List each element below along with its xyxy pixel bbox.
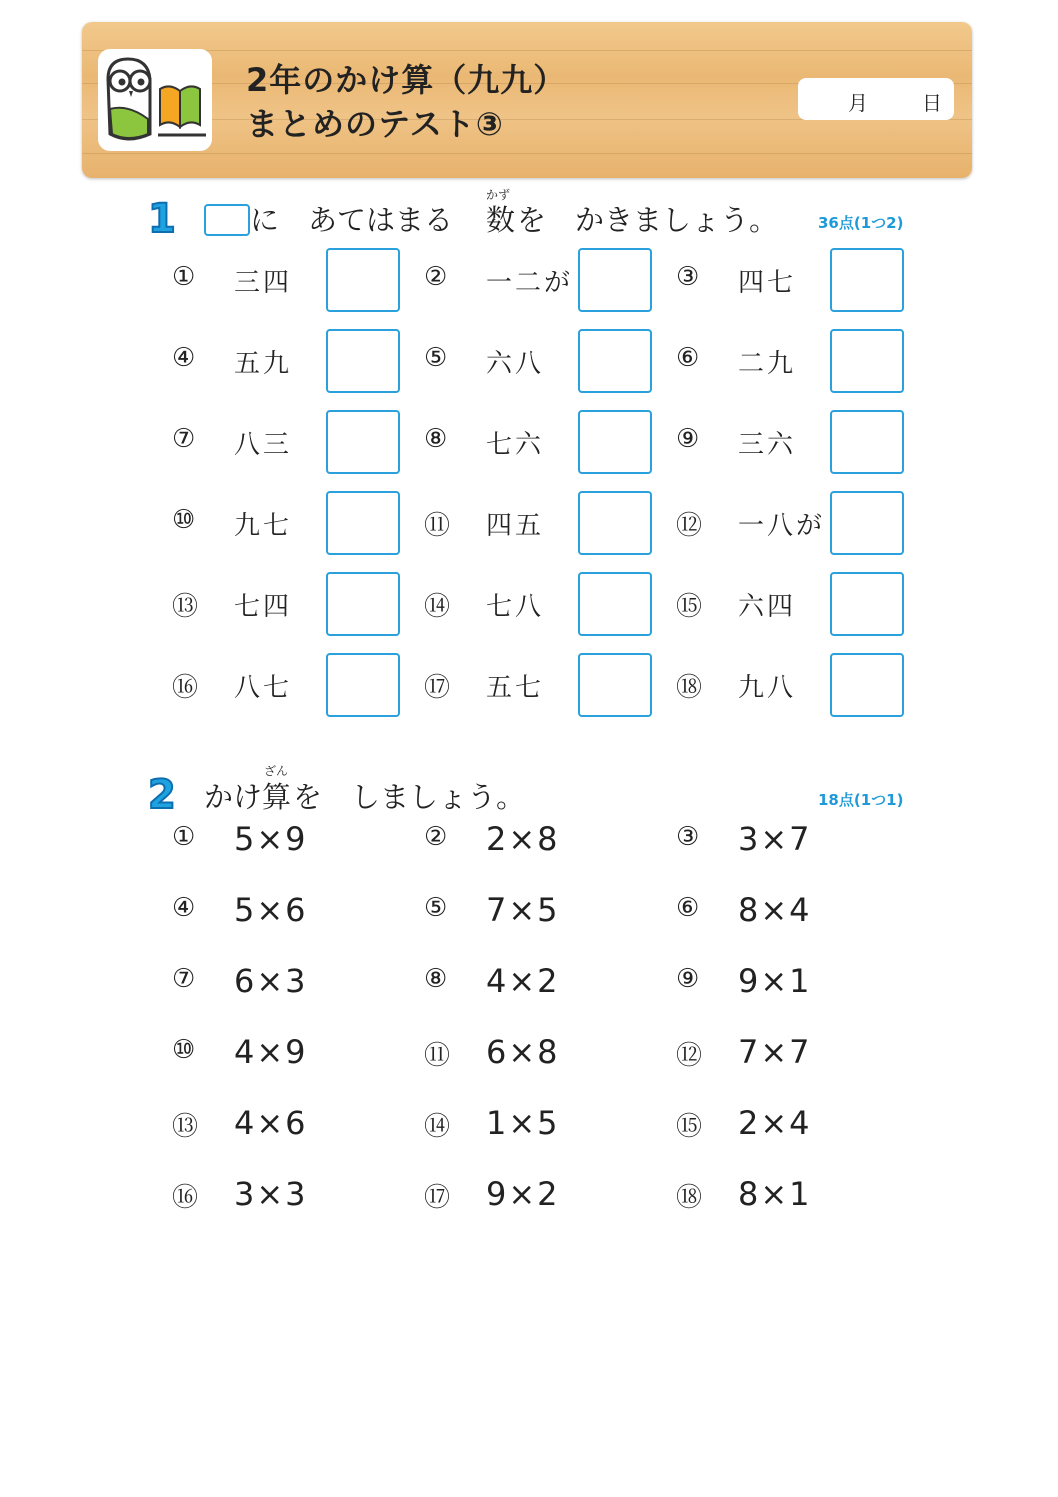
s2-problem: 2×8 bbox=[486, 820, 560, 858]
s1-item-number: ⑩ bbox=[172, 505, 196, 535]
s1-item-text: 八三 bbox=[234, 430, 293, 460]
month-label: 月 bbox=[848, 91, 868, 115]
s2-item-number: ⑮ bbox=[676, 1112, 703, 1142]
s2-problem: 9×2 bbox=[486, 1175, 560, 1213]
header-banner bbox=[82, 22, 972, 178]
s1-item-text: 七六 bbox=[486, 430, 545, 460]
section-2-points: 18点(1つ1) bbox=[818, 791, 904, 809]
s1-item-number: ⑫ bbox=[676, 511, 703, 541]
section-1-number: 1 bbox=[148, 196, 176, 242]
s2-item-number: ② bbox=[424, 822, 448, 852]
s2-problem: 7×7 bbox=[738, 1033, 812, 1071]
s1-answer-box[interactable] bbox=[578, 572, 652, 636]
s1-item-number: ⑮ bbox=[676, 592, 703, 622]
s1-item-number: ① bbox=[172, 262, 196, 292]
s1-answer-box[interactable] bbox=[326, 653, 400, 717]
s2-problem: 4×6 bbox=[234, 1104, 308, 1142]
s1-item-number: ⑨ bbox=[676, 424, 700, 454]
s1-item-number: ② bbox=[424, 262, 448, 292]
s2-item-number: ① bbox=[172, 822, 196, 852]
kazu-ruby: かず bbox=[486, 188, 511, 202]
s1-item-text: 六八 bbox=[486, 349, 545, 379]
s1-answer-box[interactable] bbox=[830, 248, 904, 312]
s1-item-text: 五九 bbox=[234, 349, 293, 379]
s2-item-number: ④ bbox=[172, 893, 196, 923]
s1-answer-box[interactable] bbox=[578, 653, 652, 717]
s1-answer-box[interactable] bbox=[830, 653, 904, 717]
s1-item-number: ③ bbox=[676, 262, 700, 292]
s1-answer-box[interactable] bbox=[578, 491, 652, 555]
s1-item-text: 九八 bbox=[738, 673, 797, 703]
s2-problem: 8×1 bbox=[738, 1175, 812, 1213]
s1-item-number: ⑦ bbox=[172, 424, 196, 454]
s2-problem: 4×9 bbox=[234, 1033, 308, 1071]
s1-item-text: 四七 bbox=[738, 268, 797, 298]
s2-problem: 2×4 bbox=[738, 1104, 812, 1142]
san-ruby: ざん bbox=[264, 764, 289, 778]
s2-problem: 8×4 bbox=[738, 891, 812, 929]
s2-item-number: ⑨ bbox=[676, 964, 700, 994]
title-line-2: まとめのテスト③ bbox=[246, 105, 504, 143]
s2-problem: 5×6 bbox=[234, 891, 308, 929]
s1-answer-box[interactable] bbox=[326, 410, 400, 474]
s1-item-number: ⑪ bbox=[424, 511, 451, 541]
kazu-kanji: 数 bbox=[486, 203, 516, 237]
s1-answer-box[interactable] bbox=[578, 410, 652, 474]
s2-problem: 3×7 bbox=[738, 820, 812, 858]
s1-item-number: ⑥ bbox=[676, 343, 700, 373]
s1-item-number: ④ bbox=[172, 343, 196, 373]
s2-item-number: ⑪ bbox=[424, 1041, 451, 1071]
s1-answer-box[interactable] bbox=[830, 491, 904, 555]
s2-item-number: ⑬ bbox=[172, 1112, 199, 1142]
s1-item-text: 七四 bbox=[234, 592, 293, 622]
s1-answer-box[interactable] bbox=[830, 410, 904, 474]
day-label: 日 bbox=[922, 91, 942, 115]
section-1-points: 36点(1つ2) bbox=[818, 214, 904, 232]
s1-answer-box[interactable] bbox=[326, 248, 400, 312]
s1-item-text: 六四 bbox=[738, 592, 797, 622]
s1-item-text: 一八が bbox=[738, 511, 826, 541]
s2-item-number: ⑥ bbox=[676, 893, 700, 923]
s2-problem: 1×5 bbox=[486, 1104, 560, 1142]
s2-problem: 7×5 bbox=[486, 891, 560, 929]
section-2-number: 2 bbox=[148, 772, 176, 818]
section-1-instruction-b: を かきましょう。 bbox=[517, 203, 779, 237]
s2-problem: 3×3 bbox=[234, 1175, 308, 1213]
s1-item-text: 九七 bbox=[234, 511, 293, 541]
s2-problem: 5×9 bbox=[234, 820, 308, 858]
s1-answer-box[interactable] bbox=[578, 248, 652, 312]
s2-item-number: ⑫ bbox=[676, 1041, 703, 1071]
s1-item-text: 二九 bbox=[738, 349, 797, 379]
s1-answer-box[interactable] bbox=[578, 329, 652, 393]
page-title bbox=[246, 58, 566, 146]
s1-answer-box[interactable] bbox=[830, 572, 904, 636]
section-1-instruction-a: に あてはまる bbox=[250, 203, 454, 237]
s2-item-number: ⑭ bbox=[424, 1112, 451, 1142]
s2-problem: 4×2 bbox=[486, 962, 560, 1000]
s2-problem: 9×1 bbox=[738, 962, 812, 1000]
s1-item-text: 四五 bbox=[486, 511, 545, 541]
s2-item-number: ⑩ bbox=[172, 1035, 196, 1065]
s2-item-number: ⑱ bbox=[676, 1183, 703, 1213]
s1-answer-box[interactable] bbox=[326, 329, 400, 393]
s1-item-number: ⑯ bbox=[172, 673, 199, 703]
title-line-1: 2年のかけ算（九九） bbox=[246, 61, 567, 99]
s1-item-text: 一二が bbox=[486, 268, 574, 298]
s2-item-number: ⑤ bbox=[424, 893, 448, 923]
s1-item-number: ⑬ bbox=[172, 592, 199, 622]
blank-box-sample bbox=[204, 204, 250, 236]
date-box bbox=[798, 78, 954, 120]
s1-item-number: ⑰ bbox=[424, 673, 451, 703]
s1-item-text: 三四 bbox=[234, 268, 293, 298]
owl-book-logo-icon bbox=[98, 49, 212, 151]
section-2-instruction-a: かけ bbox=[204, 780, 263, 814]
s2-problem: 6×8 bbox=[486, 1033, 560, 1071]
s1-item-number: ⑱ bbox=[676, 673, 703, 703]
s1-item-number: ⑤ bbox=[424, 343, 448, 373]
s1-item-text: 八七 bbox=[234, 673, 293, 703]
s2-item-number: ⑦ bbox=[172, 964, 196, 994]
s2-problem: 6×3 bbox=[234, 962, 308, 1000]
s2-item-number: ⑯ bbox=[172, 1183, 199, 1213]
s1-item-number: ⑧ bbox=[424, 424, 448, 454]
s1-item-number: ⑭ bbox=[424, 592, 451, 622]
s1-answer-box[interactable] bbox=[326, 491, 400, 555]
s1-item-text: 三六 bbox=[738, 430, 797, 460]
s1-item-text: 七八 bbox=[486, 592, 545, 622]
section-2-instruction-b: を しましょう。 bbox=[293, 780, 526, 814]
s1-answer-box[interactable] bbox=[830, 329, 904, 393]
s2-item-number: ③ bbox=[676, 822, 700, 852]
s2-item-number: ⑧ bbox=[424, 964, 448, 994]
s2-item-number: ⑰ bbox=[424, 1183, 451, 1213]
s1-answer-box[interactable] bbox=[326, 572, 400, 636]
san-kanji: 算 bbox=[262, 780, 292, 814]
s1-item-text: 五七 bbox=[486, 673, 545, 703]
